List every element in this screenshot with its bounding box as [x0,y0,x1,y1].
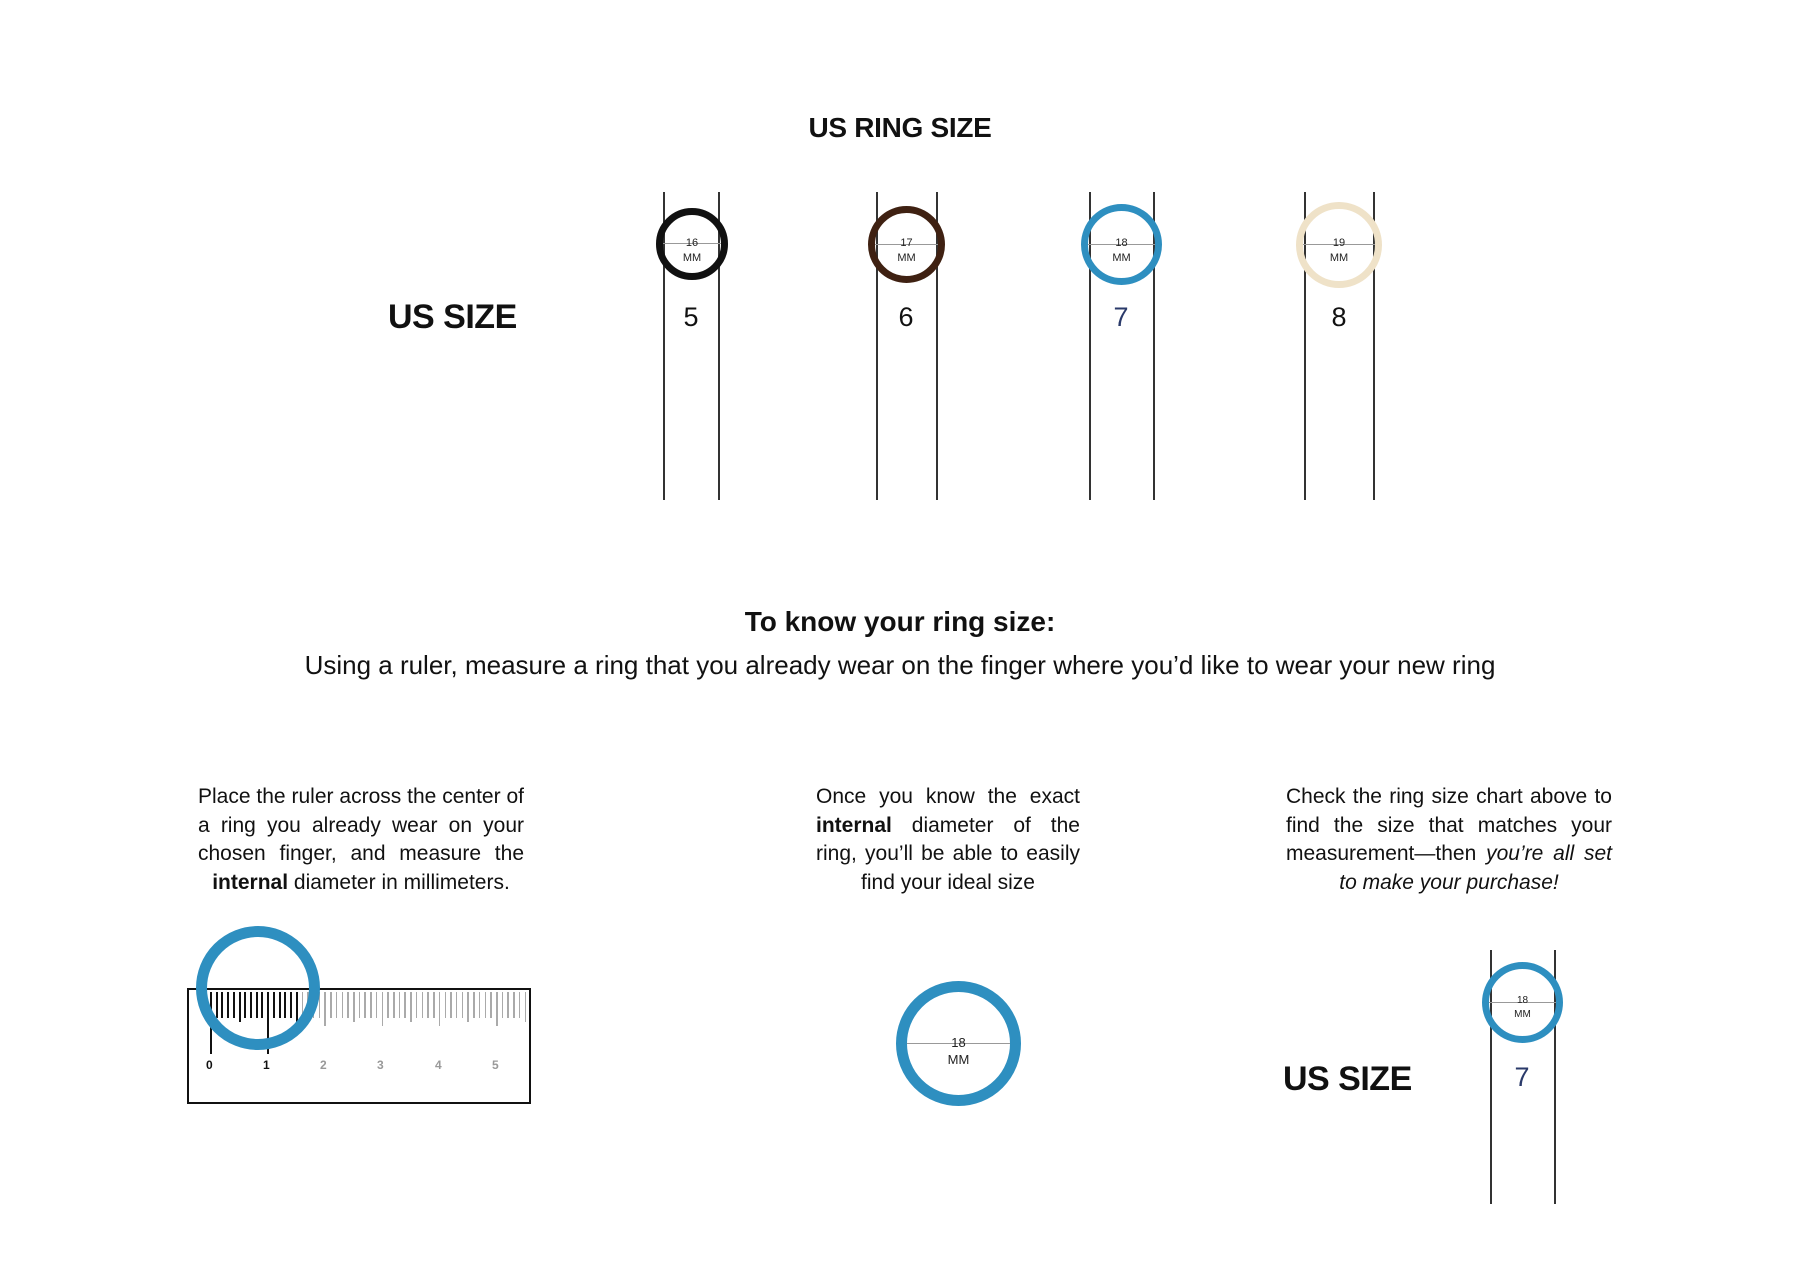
ruler-ring [196,926,320,1050]
size-number-8: 8 [1331,302,1347,332]
ruler-tick [479,992,481,1018]
instructions-subtitle: Using a ruler, measure a ring that you already wear on the finger where you’d like to wear your new ring [304,650,1496,680]
example-ring-unit: MM [947,1052,970,1067]
example-ring-mm: 18 [951,1035,966,1050]
ruler-label-3: 3 [377,1058,384,1072]
ruler-tick [364,992,366,1018]
step-2-text-part2: diameter of the ring, you’ll be able to easily find your ideal size [816,813,1080,894]
step-2-text-part1: Once you know the exact [816,785,1080,808]
example-ring [896,981,1021,1106]
size-number-7: 7 [1113,302,1129,332]
ring-mm-unit: MM [1112,252,1131,264]
ruler-tick [399,992,401,1018]
result-us-size-label: US SIZE [1283,1060,1412,1098]
step-2-bold: internal [816,813,892,837]
ruler-label-4: 4 [435,1058,442,1072]
step-3-italic: you’re all set to make your purchase! [1339,842,1612,894]
size-number-6: 6 [898,302,914,332]
step-3-text [1286,783,1612,897]
ruler-label-0: 0 [206,1058,213,1072]
ruler-tick [342,992,344,1018]
ruler-tick [456,992,458,1018]
ruler-tick [410,992,412,1022]
ruler-tick [433,992,435,1018]
instructions-title: To know your ring size: [744,606,1056,637]
ruler-tick [336,992,338,1018]
ruler-tick [507,992,509,1018]
ruler-tick [445,992,447,1018]
ruler-tick [519,992,521,1018]
ruler-tick [473,992,475,1018]
ruler-tick [485,992,487,1018]
ruler-label-2: 2 [320,1058,327,1072]
ring-size-6 [868,206,945,283]
result-size-number: 7 [1514,1062,1530,1092]
ring-mm-value: 18 [1115,237,1128,249]
ring-mm-value: 17 [900,237,913,249]
ruler-tick [359,992,361,1018]
result-ring-mm: 18 [1516,995,1529,1006]
result-ring [1482,962,1563,1043]
ruler-tick [502,992,504,1018]
ruler-tick [404,992,406,1018]
ruler-tick [467,992,469,1022]
us-size-label: US SIZE [388,298,517,336]
ruler-tick [347,992,349,1018]
ruler-tick [330,992,332,1018]
ruler-tick [370,992,372,1018]
ruler-tick [525,992,527,1022]
ruler-tick [439,992,441,1026]
ring-size-5 [656,208,728,280]
ring-size-7 [1081,204,1162,285]
size-number-5: 5 [683,302,699,332]
ruler-tick [387,992,389,1018]
ruler-tick [427,992,429,1018]
ruler-tick [416,992,418,1018]
ruler-tick [496,992,498,1026]
step-1-text [198,783,524,897]
ruler-tick [490,992,492,1018]
ring-mm-value: 16 [685,237,699,249]
ring-mm-unit: MM [682,252,702,264]
ruler-tick [393,992,395,1018]
ruler-label-1: 1 [263,1058,270,1072]
ring-mm-unit: MM [1329,252,1349,264]
ring-mm-value: 19 [1332,237,1346,249]
ruler-label-5: 5 [492,1058,499,1072]
ruler-tick [324,992,326,1026]
result-ring-unit: MM [1514,1009,1531,1020]
ruler-tick [382,992,384,1026]
step-1-text-part1: Place the ruler across the center of a ring you already wear on your chosen finger, and measure the [198,785,524,865]
step-1-text-part2: diameter in millimeters. [293,870,510,894]
ring-mm-unit: MM [897,252,916,264]
ruler-tick [353,992,355,1022]
ruler-tick [422,992,424,1018]
ring-size-8 [1296,202,1382,288]
step-3-text-part1: Check the ring size chart above to find the size that matches your measurement—then [1286,785,1612,865]
ruler-tick [513,992,515,1018]
ruler-tick [450,992,452,1018]
ruler-tick [462,992,464,1018]
step-2-text [816,783,1080,897]
ruler-tick [376,992,378,1018]
step-1-bold: internal [212,870,289,894]
page-title: US RING SIZE [808,112,992,143]
